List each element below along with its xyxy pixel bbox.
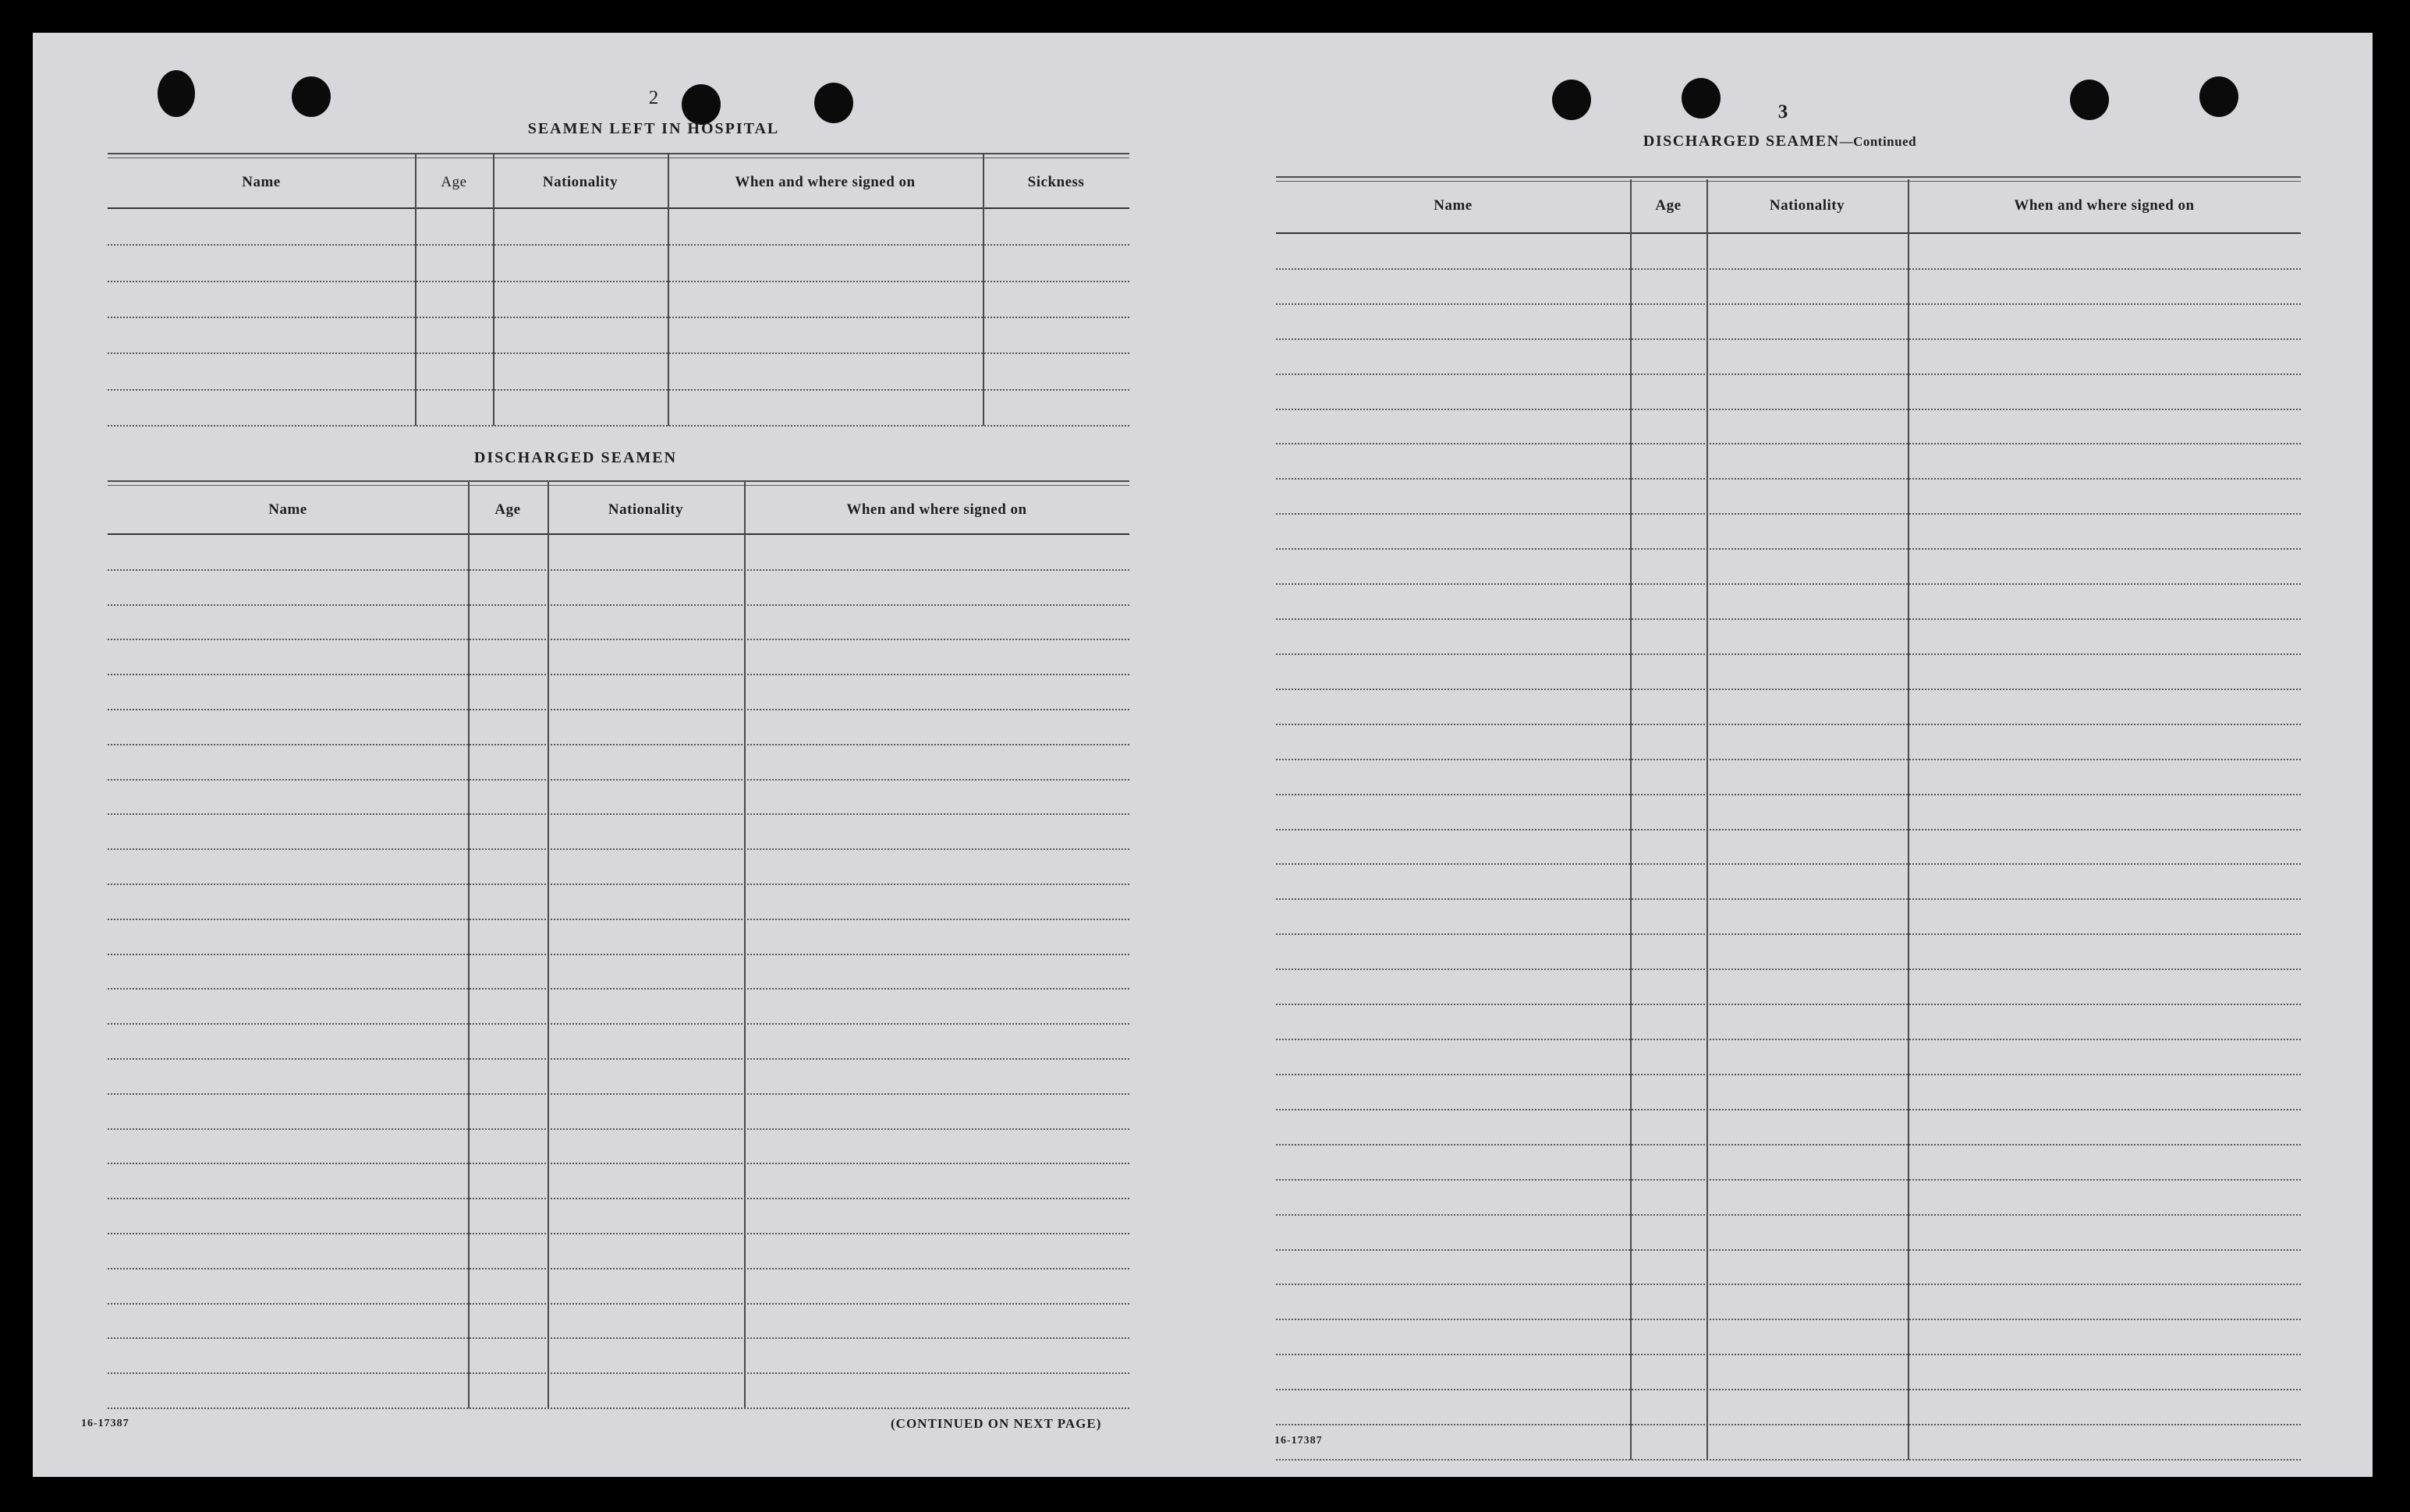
col-header-sickness: Sickness xyxy=(1027,174,1085,190)
column-divider xyxy=(744,480,746,1408)
form-row-line xyxy=(1276,1004,2301,1005)
form-row-line xyxy=(108,425,1129,427)
form-row-line xyxy=(1276,618,2301,620)
form-row-line xyxy=(1276,513,2301,515)
col-header-nationality: Nationality xyxy=(542,174,618,190)
form-row-line xyxy=(108,1303,1129,1305)
right-title-main: DISCHARGED SEAMEN xyxy=(1643,133,1840,150)
form-row-line xyxy=(108,1337,1129,1339)
form-row-line xyxy=(108,317,1129,318)
continued-note: (CONTINUED ON NEXT PAGE) xyxy=(891,1416,1102,1431)
col-header-age: Age xyxy=(494,501,521,518)
form-row-line xyxy=(108,1268,1129,1269)
form-row-line xyxy=(108,604,1129,606)
form-row-line xyxy=(1276,1284,2301,1285)
right-title-suffix: —Continued xyxy=(1839,134,1917,149)
form-row-line xyxy=(108,744,1129,745)
discharged-table-top-rule xyxy=(108,480,1129,486)
col-header-age: Age xyxy=(441,174,467,190)
form-row-line xyxy=(1276,583,2301,585)
form-row-line xyxy=(1276,968,2301,970)
form-row-line xyxy=(108,1198,1129,1199)
col-header-name: Name xyxy=(242,174,281,190)
form-row-line xyxy=(1276,689,2301,690)
form-row-line xyxy=(1276,1389,2301,1390)
form-row-line xyxy=(1276,1354,2301,1355)
hospital-table-top-rule xyxy=(108,153,1129,158)
left-form-code: 16-17387 xyxy=(81,1418,129,1429)
discharged-table-header xyxy=(108,486,1129,534)
discharged-table xyxy=(108,480,1129,534)
column-divider xyxy=(1908,179,1909,1460)
form-row-line xyxy=(1276,1424,2301,1425)
form-row-line xyxy=(1276,1249,2301,1251)
form-row-line xyxy=(108,639,1129,640)
right-section-title xyxy=(1530,133,2029,150)
right-page-number: 3 xyxy=(1777,101,1788,122)
form-row-line xyxy=(108,389,1129,391)
form-sheet xyxy=(33,33,2373,1477)
punch-hole-right-4 xyxy=(2199,76,2238,117)
column-divider xyxy=(493,154,494,426)
hospital-section-title: SEAMEN LEFT IN HOSPITAL xyxy=(527,120,780,137)
form-row-line xyxy=(1276,933,2301,935)
form-row-line xyxy=(108,1233,1129,1234)
form-row-line xyxy=(108,919,1129,920)
form-row-line xyxy=(108,281,1129,282)
punch-hole-right-2 xyxy=(1682,78,1721,119)
form-row-line xyxy=(1276,1459,2301,1461)
form-row-line xyxy=(1276,443,2301,444)
continued-table-top-rule xyxy=(1276,176,2301,182)
form-row-line xyxy=(108,883,1129,885)
form-row-line xyxy=(1276,548,2301,550)
col-header-name: Name xyxy=(1434,197,1473,214)
col-header-nationality: Nationality xyxy=(608,501,684,518)
form-row-line xyxy=(1276,478,2301,480)
form-row-line xyxy=(1276,1039,2301,1040)
punch-hole-left-2 xyxy=(292,76,331,117)
form-row-line xyxy=(108,1128,1129,1130)
form-row-line xyxy=(1276,1214,2301,1216)
col-header-signed-on: When and where signed on xyxy=(2014,197,2195,214)
form-row-line xyxy=(108,954,1129,955)
form-row-line xyxy=(1276,1319,2301,1320)
form-row-line xyxy=(1276,1109,2301,1110)
col-header-nationality: Nationality xyxy=(1769,197,1845,214)
form-row-line xyxy=(108,848,1129,850)
column-divider xyxy=(1630,179,1632,1460)
hospital-table-header xyxy=(108,158,1129,207)
form-row-line xyxy=(1276,1179,2301,1181)
form-row-line xyxy=(1276,863,2301,865)
col-header-signed-on: When and where signed on xyxy=(846,501,1027,518)
col-header-signed-on: When and where signed on xyxy=(735,174,916,190)
column-divider xyxy=(415,154,416,426)
form-row-line xyxy=(1276,1144,2301,1146)
form-row-line xyxy=(108,1023,1129,1025)
form-row-line xyxy=(1276,409,2301,410)
discharged-table-body xyxy=(108,533,1129,1408)
column-divider xyxy=(548,480,549,1408)
form-row-line xyxy=(1276,794,2301,795)
left-page-number: 2 xyxy=(648,87,659,108)
form-row-line xyxy=(1276,898,2301,900)
form-row-line xyxy=(1276,829,2301,830)
col-header-name: Name xyxy=(268,501,307,518)
form-row-line xyxy=(1276,303,2301,305)
discharged-section-title: DISCHARGED SEAMEN xyxy=(473,449,678,466)
form-row-line xyxy=(1276,1074,2301,1075)
form-row-line xyxy=(108,1058,1129,1060)
hospital-table-body xyxy=(108,207,1129,426)
form-row-line xyxy=(1276,374,2301,375)
column-divider xyxy=(983,154,984,426)
form-row-line xyxy=(1276,338,2301,340)
form-row-line xyxy=(108,1372,1129,1374)
punch-hole-right-3 xyxy=(2070,80,2109,120)
continued-table-header xyxy=(1276,182,2301,230)
form-row-line xyxy=(108,244,1129,246)
continued-table-body xyxy=(1276,232,2301,1460)
form-row-line xyxy=(108,813,1129,815)
hospital-table xyxy=(108,153,1129,207)
form-row-line xyxy=(108,569,1129,571)
form-row-line xyxy=(108,1093,1129,1095)
form-row-line xyxy=(108,674,1129,675)
form-row-line xyxy=(108,709,1129,710)
punch-hole-left-1 xyxy=(158,70,195,117)
form-row-line xyxy=(1276,724,2301,725)
column-divider xyxy=(668,154,669,426)
form-row-line xyxy=(108,988,1129,990)
form-row-line xyxy=(1276,759,2301,760)
continued-table xyxy=(1276,176,2301,230)
column-divider xyxy=(1706,179,1708,1460)
right-form-code: 16-17387 xyxy=(1274,1435,1323,1446)
form-row-line xyxy=(108,1163,1129,1164)
form-row-line xyxy=(108,779,1129,781)
column-divider xyxy=(468,480,470,1408)
col-header-age: Age xyxy=(1655,197,1682,214)
form-row-line xyxy=(108,1408,1129,1409)
punch-hole-left-4 xyxy=(814,83,853,123)
form-row-line xyxy=(1276,653,2301,655)
punch-hole-right-1 xyxy=(1552,80,1591,120)
form-row-line xyxy=(1276,268,2301,270)
form-row-line xyxy=(108,352,1129,354)
